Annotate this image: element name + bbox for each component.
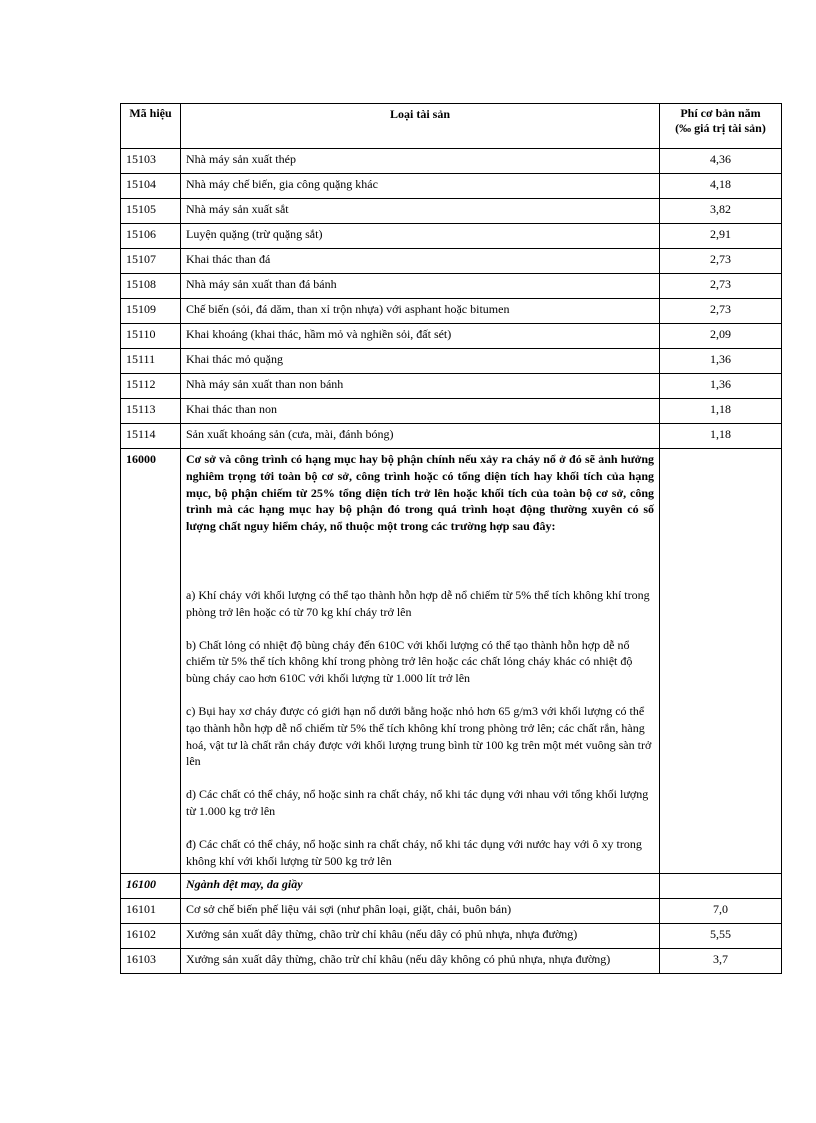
row-name: Nhà máy sản xuất sắt: [181, 199, 660, 224]
row-fee: 2,73: [660, 299, 782, 324]
row-fee: 1,36: [660, 374, 782, 399]
row-name: Chế biến (sỏi, đá dăm, than xỉ trộn nhựa) với asphant hoặc bitumen: [181, 299, 660, 324]
section-fee-empty: [660, 449, 782, 874]
table-row: [121, 224, 782, 249]
row-code: 16101: [121, 899, 181, 924]
row-name: Khai thác mỏ quặng: [181, 349, 660, 374]
header-fee-line1: Phí cơ bản năm: [680, 106, 761, 120]
row-fee: 7,0: [660, 899, 782, 924]
table-row: [121, 349, 782, 374]
section-fee-empty: [660, 874, 782, 899]
row-name: Sản xuất khoáng sản (cưa, mài, đánh bóng): [181, 424, 660, 449]
row-name: Khai thác than non: [181, 399, 660, 424]
row-fee: 3,82: [660, 199, 782, 224]
row-code: 15108: [121, 274, 181, 299]
row-fee: 2,09: [660, 324, 782, 349]
row-name: Xưởng sản xuất dây thừng, chão trừ chỉ khâu (nếu dây không có phủ nhựa, nhựa đường): [181, 949, 660, 974]
row-code: 15109: [121, 299, 181, 324]
row-fee: 1,18: [660, 399, 782, 424]
table-row: [121, 149, 782, 174]
condition-item: c) Bụi hay xơ cháy được có giới hạn nổ dưới bằng hoặc nhỏ hơn 65 g/m3 với khối lượng có thể tạo thành hỗn hợp dễ nổ chiếm từ 5% thể tích không khí trong phòng trở lên; các chất rắn, hàng hoá, vật tư là chất rắn cháy được với khối lượng trung bình từ 100 kg trên một mét vuông sàn trở lên: [186, 703, 652, 769]
row-fee: 4,18: [660, 174, 782, 199]
row-fee: 2,73: [660, 274, 782, 299]
row-code: 15113: [121, 399, 181, 424]
row-fee: 1,36: [660, 349, 782, 374]
row-name: Nhà máy sản xuất than non bánh: [181, 374, 660, 399]
condition-item: d) Các chất có thể cháy, nổ hoặc sinh ra chất cháy, nổ khi tác dụng với nhau với tổng khối lượng từ 1.000 kg trở lên: [186, 787, 649, 818]
table-row: [121, 949, 782, 974]
condition-list: [186, 587, 654, 870]
row-name: Nhà máy sản xuất thép: [181, 149, 660, 174]
table-row: [121, 374, 782, 399]
row-fee: 2,91: [660, 224, 782, 249]
table-row: [121, 324, 782, 349]
row-name: Khai thác than đá: [181, 249, 660, 274]
row-name: Khai khoáng (khai thác, hầm mỏ và nghiền sỏi, đất sét): [181, 324, 660, 349]
row-code: 15114: [121, 424, 181, 449]
row-code: 16103: [121, 949, 181, 974]
table-row: [121, 924, 782, 949]
header-fee: [660, 104, 782, 149]
asset-fee-table: [120, 103, 782, 974]
row-code: 15111: [121, 349, 181, 374]
section-title: Ngành dệt may, da giầy: [181, 874, 660, 899]
row-fee: 2,73: [660, 249, 782, 274]
row-name: Luyện quặng (trừ quặng sắt): [181, 224, 660, 249]
table-row: [121, 249, 782, 274]
row-code: 15103: [121, 149, 181, 174]
section-code: 16100: [121, 874, 181, 899]
section-title: Cơ sở và công trình có hạng mục hay bộ phận chính nếu xảy ra cháy nổ ở đó sẽ ảnh hưởng nghiêm trọng tới toàn bộ cơ sở, công trình hoặc có tổng diện tích hay khối tích của hạng mục, bộ phận chiếm từ 25% tổng diện tích trở lên hoặc khối tích của toàn bộ cơ sở, công trình mà các hạng mục hay bộ phận đó trong quá trình hoạt động thường xuyên có số lượng chất nguy hiểm cháy, nổ thuộc một trong các trường hợp sau đây:: [186, 452, 654, 534]
row-code: 15107: [121, 249, 181, 274]
row-code: 16102: [121, 924, 181, 949]
table-row: [121, 274, 782, 299]
row-name: Cơ sở chế biến phế liệu vải sợi (như phân loại, giặt, chải, buôn bán): [181, 899, 660, 924]
table-row: [121, 399, 782, 424]
row-code: 15105: [121, 199, 181, 224]
condition-item: a) Khí cháy với khối lượng có thể tạo thành hỗn hợp dễ nổ chiếm từ 5% thể tích không khí trong phòng trở lên hoặc có từ 70 kg khí cháy trở lên: [186, 587, 650, 619]
row-code: 15112: [121, 374, 181, 399]
row-name: Nhà máy chế biến, gia công quặng khác: [181, 174, 660, 199]
table-row: [121, 174, 782, 199]
table-row: [121, 899, 782, 924]
header-code: Mã hiệu: [121, 104, 181, 149]
section-code: 16000: [121, 449, 181, 874]
section-content: [181, 449, 660, 874]
condition-item: b) Chất lỏng có nhiệt độ bùng cháy đến 610C với khối lượng có thể tạo thành hỗn hợp dễ nổ chiếm từ 5% thể tích không khí trong phòng trở lên hoặc các chất lỏng cháy khác có nhiệt độ bùng cháy cao hơn 610C với khối lượng từ 1.000 lít trở lên: [186, 637, 633, 686]
table-row: [121, 199, 782, 224]
table-row: [121, 299, 782, 324]
row-fee: 1,18: [660, 424, 782, 449]
row-code: 15106: [121, 224, 181, 249]
row-name: Nhà máy sản xuất than đá bánh: [181, 274, 660, 299]
table-header-row: [121, 104, 782, 149]
table-row: [121, 424, 782, 449]
row-fee: 5,55: [660, 924, 782, 949]
row-fee: 4,36: [660, 149, 782, 174]
header-name: Loại tài sản: [181, 104, 660, 149]
section-16100-row: [121, 874, 782, 899]
row-fee: 3,7: [660, 949, 782, 974]
row-code: 15104: [121, 174, 181, 199]
section-16000-row: [121, 449, 782, 874]
header-fee-line2: (‰ giá trị tài sản): [675, 121, 766, 135]
row-code: 15110: [121, 324, 181, 349]
condition-item: đ) Các chất có thể cháy, nổ hoặc sinh ra chất cháy, nổ khi tác dụng với nước hay với ô xy trong không khí với khối lượng từ 500 kg trở lên: [186, 836, 642, 868]
row-name: Xưởng sản xuất dây thừng, chão trừ chỉ khâu (nếu dây có phủ nhựa, nhựa đường): [181, 924, 660, 949]
